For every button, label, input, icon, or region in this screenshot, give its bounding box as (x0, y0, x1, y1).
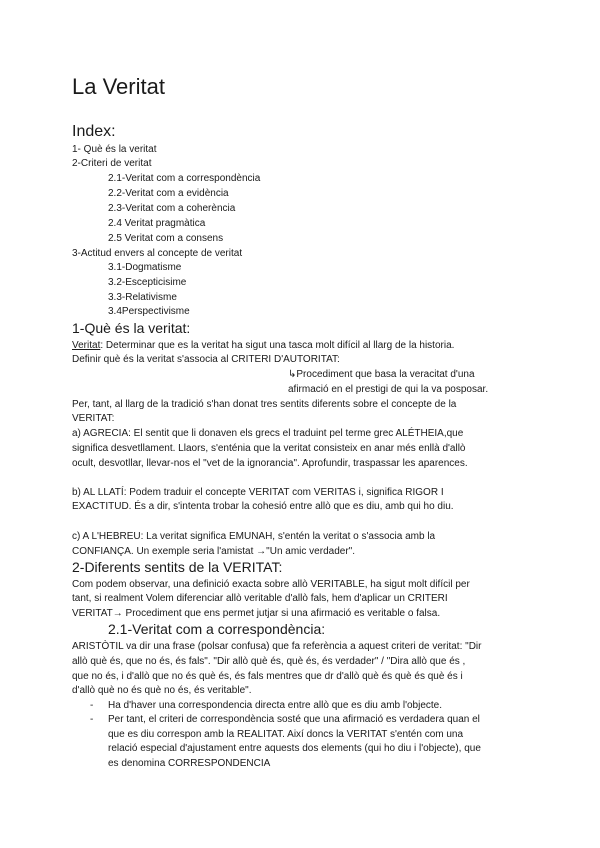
paragraph-line: VERITAT→ Procediment que ens permet jutjar si una afirmació es veritable o falsa. (72, 608, 441, 619)
list-item: que es diu correspon amb la REALITAT. Així doncs la VERITAT s'entén com una (108, 729, 464, 740)
index-item: 1- Què és la veritat (72, 144, 157, 155)
section-heading: 1-Què és la veritat: (72, 320, 191, 336)
index-item: 2.2-Veritat com a evidència (108, 188, 229, 199)
paragraph-line: EXACTITUD. És a dir, s'intenta trobar la cohesió entre allò que es diu, amb qui ho diu. (72, 501, 454, 512)
paragraph-line: b) AL LLATÍ: Podem traduir el concepte VERITAT com VERITAS i, significa RIGOR I (72, 487, 444, 498)
index-item: 2.1-Veritat com a correspondència (108, 173, 261, 184)
paragraph-line: ↳Procediment que basa la veracitat d'una (288, 369, 475, 380)
index-heading: Index: (72, 123, 116, 140)
paragraph-line: tant, si realment Volem diferenciar allò veritable d'allò fals, hem d'aplicar un CRITERI (72, 593, 448, 604)
index-item: 3.1-Dogmatisme (108, 262, 182, 273)
paragraph-line: ARISTÒTIL va dir una frase (polsar confusa) que fa referència a aquest criteri de veritat: "Dir (72, 641, 482, 652)
paragraph-line: significa desvetllament. Llaors, s'enténia que la veritat consisteix en anar més enllà d'allò (72, 443, 466, 454)
paragraph-line: Com podem observar, una definició exacta sobre allò VERITABLE, ha sigut molt difícil per (72, 579, 470, 590)
list-item: Ha d'haver una correspondencia directa entre allò que es diu amb l'objecte. (108, 700, 443, 711)
page-title: La Veritat (72, 74, 165, 99)
index-item: 2-Criteri de veritat (72, 158, 152, 169)
paragraph-line: c) A L'HEBREU: La veritat significa EMUNAH, s'entén la veritat o s'associa amb la (72, 531, 436, 542)
bullet-marker: - (90, 700, 94, 711)
list-item: relació especial d'ajustament entre aquests dos elements (qui ho diu i l'objecte), que (108, 743, 481, 754)
paragraph-line: que no és, i d'allò que no és què és, és fals mentres que dr d'allò què és què és què és i (72, 671, 463, 682)
paragraph-line: a) AGRECIA: El sentit que li donaven els grecs el traduint pel terme grec ALÉTHEIA,que (72, 428, 464, 439)
index-item: 2.4 Veritat pragmàtica (108, 218, 206, 229)
paragraph-line: Per, tant, al llarg de la tradició s'han donat tres sentits diferents sobre el concepte de la (72, 399, 457, 410)
underlined-term: Veritat (72, 340, 101, 351)
list-item: es denomina CORRESPONDENCIA (108, 758, 271, 769)
list-item: Per tant, el criteri de correspondència sosté que una afirmació es verdadera quan el (108, 714, 480, 725)
subsection-heading: 2.1-Veritat com a correspondència: (108, 621, 326, 637)
paragraph-line: CONFIANÇA. Un exemple seria l'amistat →"Un amic verdader". (72, 546, 355, 557)
paragraph-line: allò què és, que no és, és fals". "Dir allò què és, què és, és verdader" / "Dira allò que és , (72, 656, 466, 667)
index-item: 3.3-Relativisme (108, 292, 177, 303)
bullet-marker: - (90, 714, 94, 725)
paragraph-line: Definir què és la veritat s'associa al CRITERI D'AUTORITAT: (72, 354, 340, 365)
index-item: 2.5 Veritat com a consens (108, 233, 224, 244)
index-item: 3.4Perspectivisme (108, 306, 190, 317)
index-item: 2.3-Veritat com a coherència (108, 203, 236, 214)
index-item: 3-Actitud envers al concepte de veritat (72, 248, 243, 259)
index-item: 3.2-Escepticisime (108, 277, 187, 288)
paragraph-line: ocult, desvotllar, llevar-nos el "vet de la ignorancia". Aprofundir, traspassar les aparences. (72, 458, 468, 469)
paragraph-line: d'allò què no és què no és, és veritable". (72, 685, 252, 696)
section-heading: 2-Diferents sentits de la VERITAT: (72, 559, 283, 575)
paragraph-line: VERITAT: (72, 413, 115, 424)
paragraph-line: Veritat: Determinar que es la veritat ha sigut una tasca molt difícil al llarg de la historia. (72, 340, 455, 351)
paragraph-line: afirmació en el prestigi de qui la va posposar. (288, 384, 489, 395)
